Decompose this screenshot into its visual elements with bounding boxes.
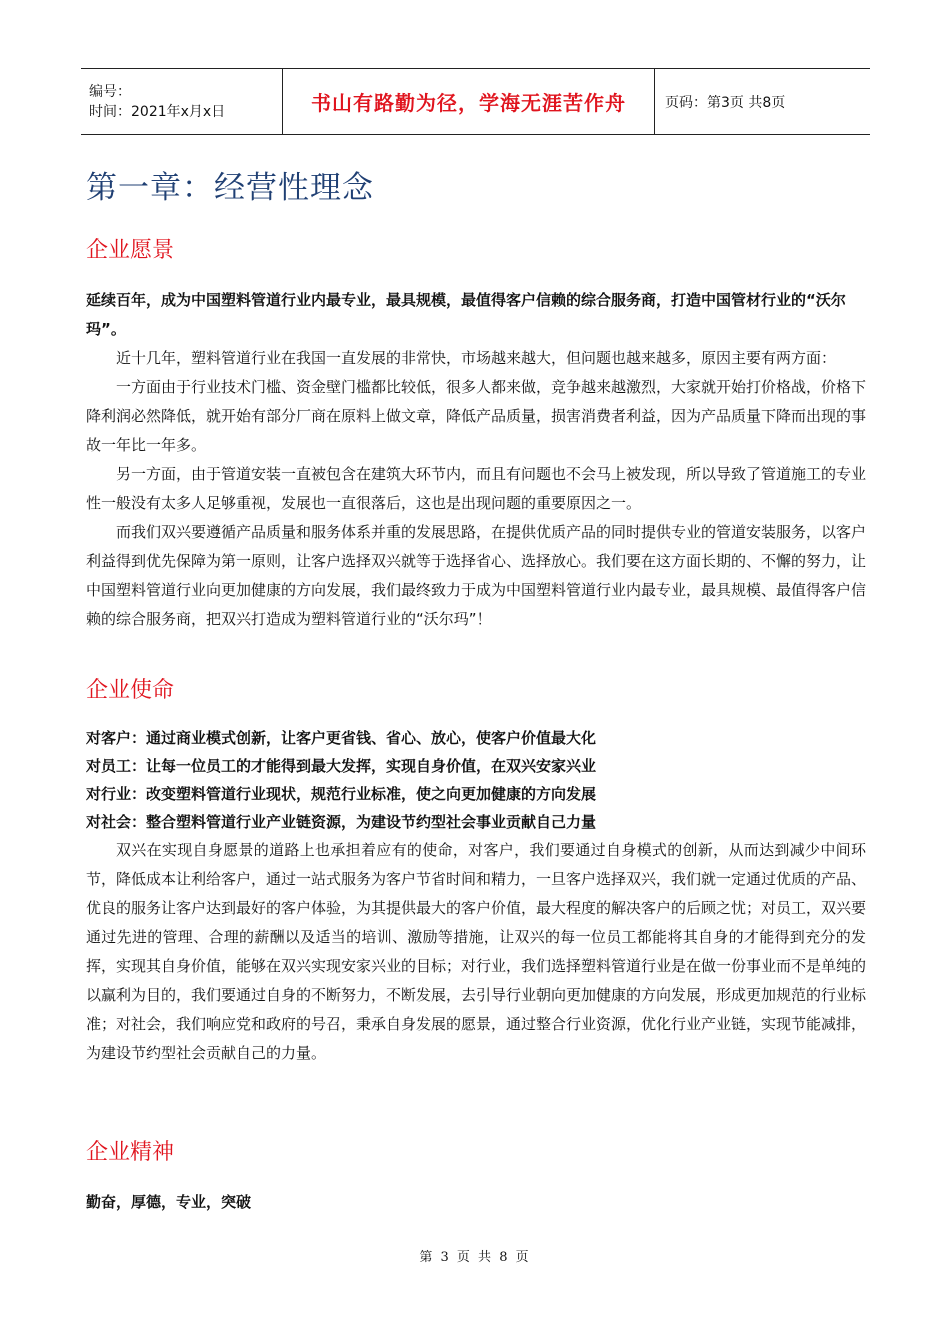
chapter-title: 第一章：经营性理念 — [86, 170, 374, 206]
vision-section — [86, 236, 866, 634]
mission-item-customer: 对客户：通过商业模式创新，让客户更省钱、省心、放心，使客户价值最大化 — [86, 729, 597, 747]
header-motto-cell — [282, 69, 655, 134]
vision-statement: 延续百年，成为中国塑料管道行业内最专业，最具规模，最值得客户信赖的综合服务商，打造中国管材行业的“沃尔玛”。 — [86, 291, 846, 338]
page-footer: 第 3 页 共 8 页 — [419, 1250, 531, 1265]
motto-text: 书山有路勤为径，学海无涯苦作舟 — [311, 91, 626, 115]
spirit-section — [86, 1138, 866, 1217]
mission-heading: 企业使命 — [86, 678, 175, 703]
vision-heading: 企业愿景 — [86, 238, 175, 263]
header-info-cell — [81, 69, 282, 134]
serial-number-label: 编号： — [89, 83, 131, 100]
vision-paragraph: 而我们双兴要遵循产品质量和服务体系并重的发展思路，在提供优质产品的同时提供专业的管道安装服务，以客户利益得到优先保障为第一原则，让客户选择双兴就等于选择省心、选择放心。我们要在这方面长期的、不懈的努力，让中国塑料管道行业向更加健康的方向发展，我们最终致力于成为中国塑料管道行业内最专业，最具规模、最值得客户信赖的综合服务商，把双兴打造成为塑料管道行业的“沃尔玛”！ — [86, 523, 867, 628]
mission-section — [86, 676, 866, 1068]
spirit-statement: 勤奋，厚德，专业，突破 — [86, 1193, 252, 1211]
time-label: 时间：2021年x月x日 — [89, 103, 226, 120]
page-header-table — [81, 68, 870, 135]
spirit-heading: 企业精神 — [86, 1140, 175, 1165]
vision-paragraph: 近十几年，塑料管道行业在我国一直发展的非常快，市场越来越大，但问题也越来越多，原因主要有两方面： — [116, 349, 837, 367]
vision-paragraph: 一方面由于行业技术门槛、资金壁门槛都比较低，很多人都来做，竞争越来越激烈，大家就开始打价格战，价格下降利润必然降低，就开始有部分厂商在原料上做文章，降低产品质量，损害消费者利益，因为产品质量下降而出现的事故一年比一年多。 — [86, 378, 867, 454]
vision-paragraph: 另一方面，由于管道安装一直被包含在建筑大环节内，而且有问题也不会马上被发现，所以导致了管道施工的专业性一般没有太多人足够重视，发展也一直很落后，这也是出现问题的重要原因之一。 — [86, 465, 867, 512]
mission-paragraph: 双兴在实现自身愿景的道路上也承担着应有的使命，对客户，我们要通过自身模式的创新，从而达到减少中间环节，降低成本让利给客户，通过一站式服务为客户节省时间和精力，一旦客户选择双兴，我们就一定通过优质的产品、优良的服务让客户达到最好的客户体验，为其提供最大的客户价值，最大程度的解决客户的后顾之忧；对员工，双兴要通过先进的管理、合理的薪酬以及适当的培训、激励等措施，让双兴的每一位员工都能将其自身的才能得到充分的发挥，实现其自身价值，能够在双兴实现安家兴业的目标；对行业，我们选择塑料管道行业是在做一份事业而不是单纯的以赢利为目的，我们要通过自身的不断努力，不断发展，去引导行业朝向更加健康的方向发展，形成更加规范的行业标准；对社会，我们响应党和政府的号召，秉承自身发展的愿景，通过整合行业资源，优化行业产业链，实现节能减排，为建设节约型社会贡献自己的力量。 — [86, 841, 867, 1062]
mission-item-employee: 对员工：让每一位员工的才能得到最大发挥，实现自身价值，在双兴安家兴业 — [86, 757, 597, 775]
mission-item-industry: 对行业：改变塑料管道行业现状，规范行业标准，使之向更加健康的方向发展 — [86, 785, 597, 803]
mission-item-society: 对社会：整合塑料管道行业产业链资源，为建设节约型社会事业贡献自己力量 — [86, 813, 597, 831]
header-page-cell — [655, 69, 870, 134]
page-number-label: 页码：第3页 共8页 — [665, 94, 786, 111]
